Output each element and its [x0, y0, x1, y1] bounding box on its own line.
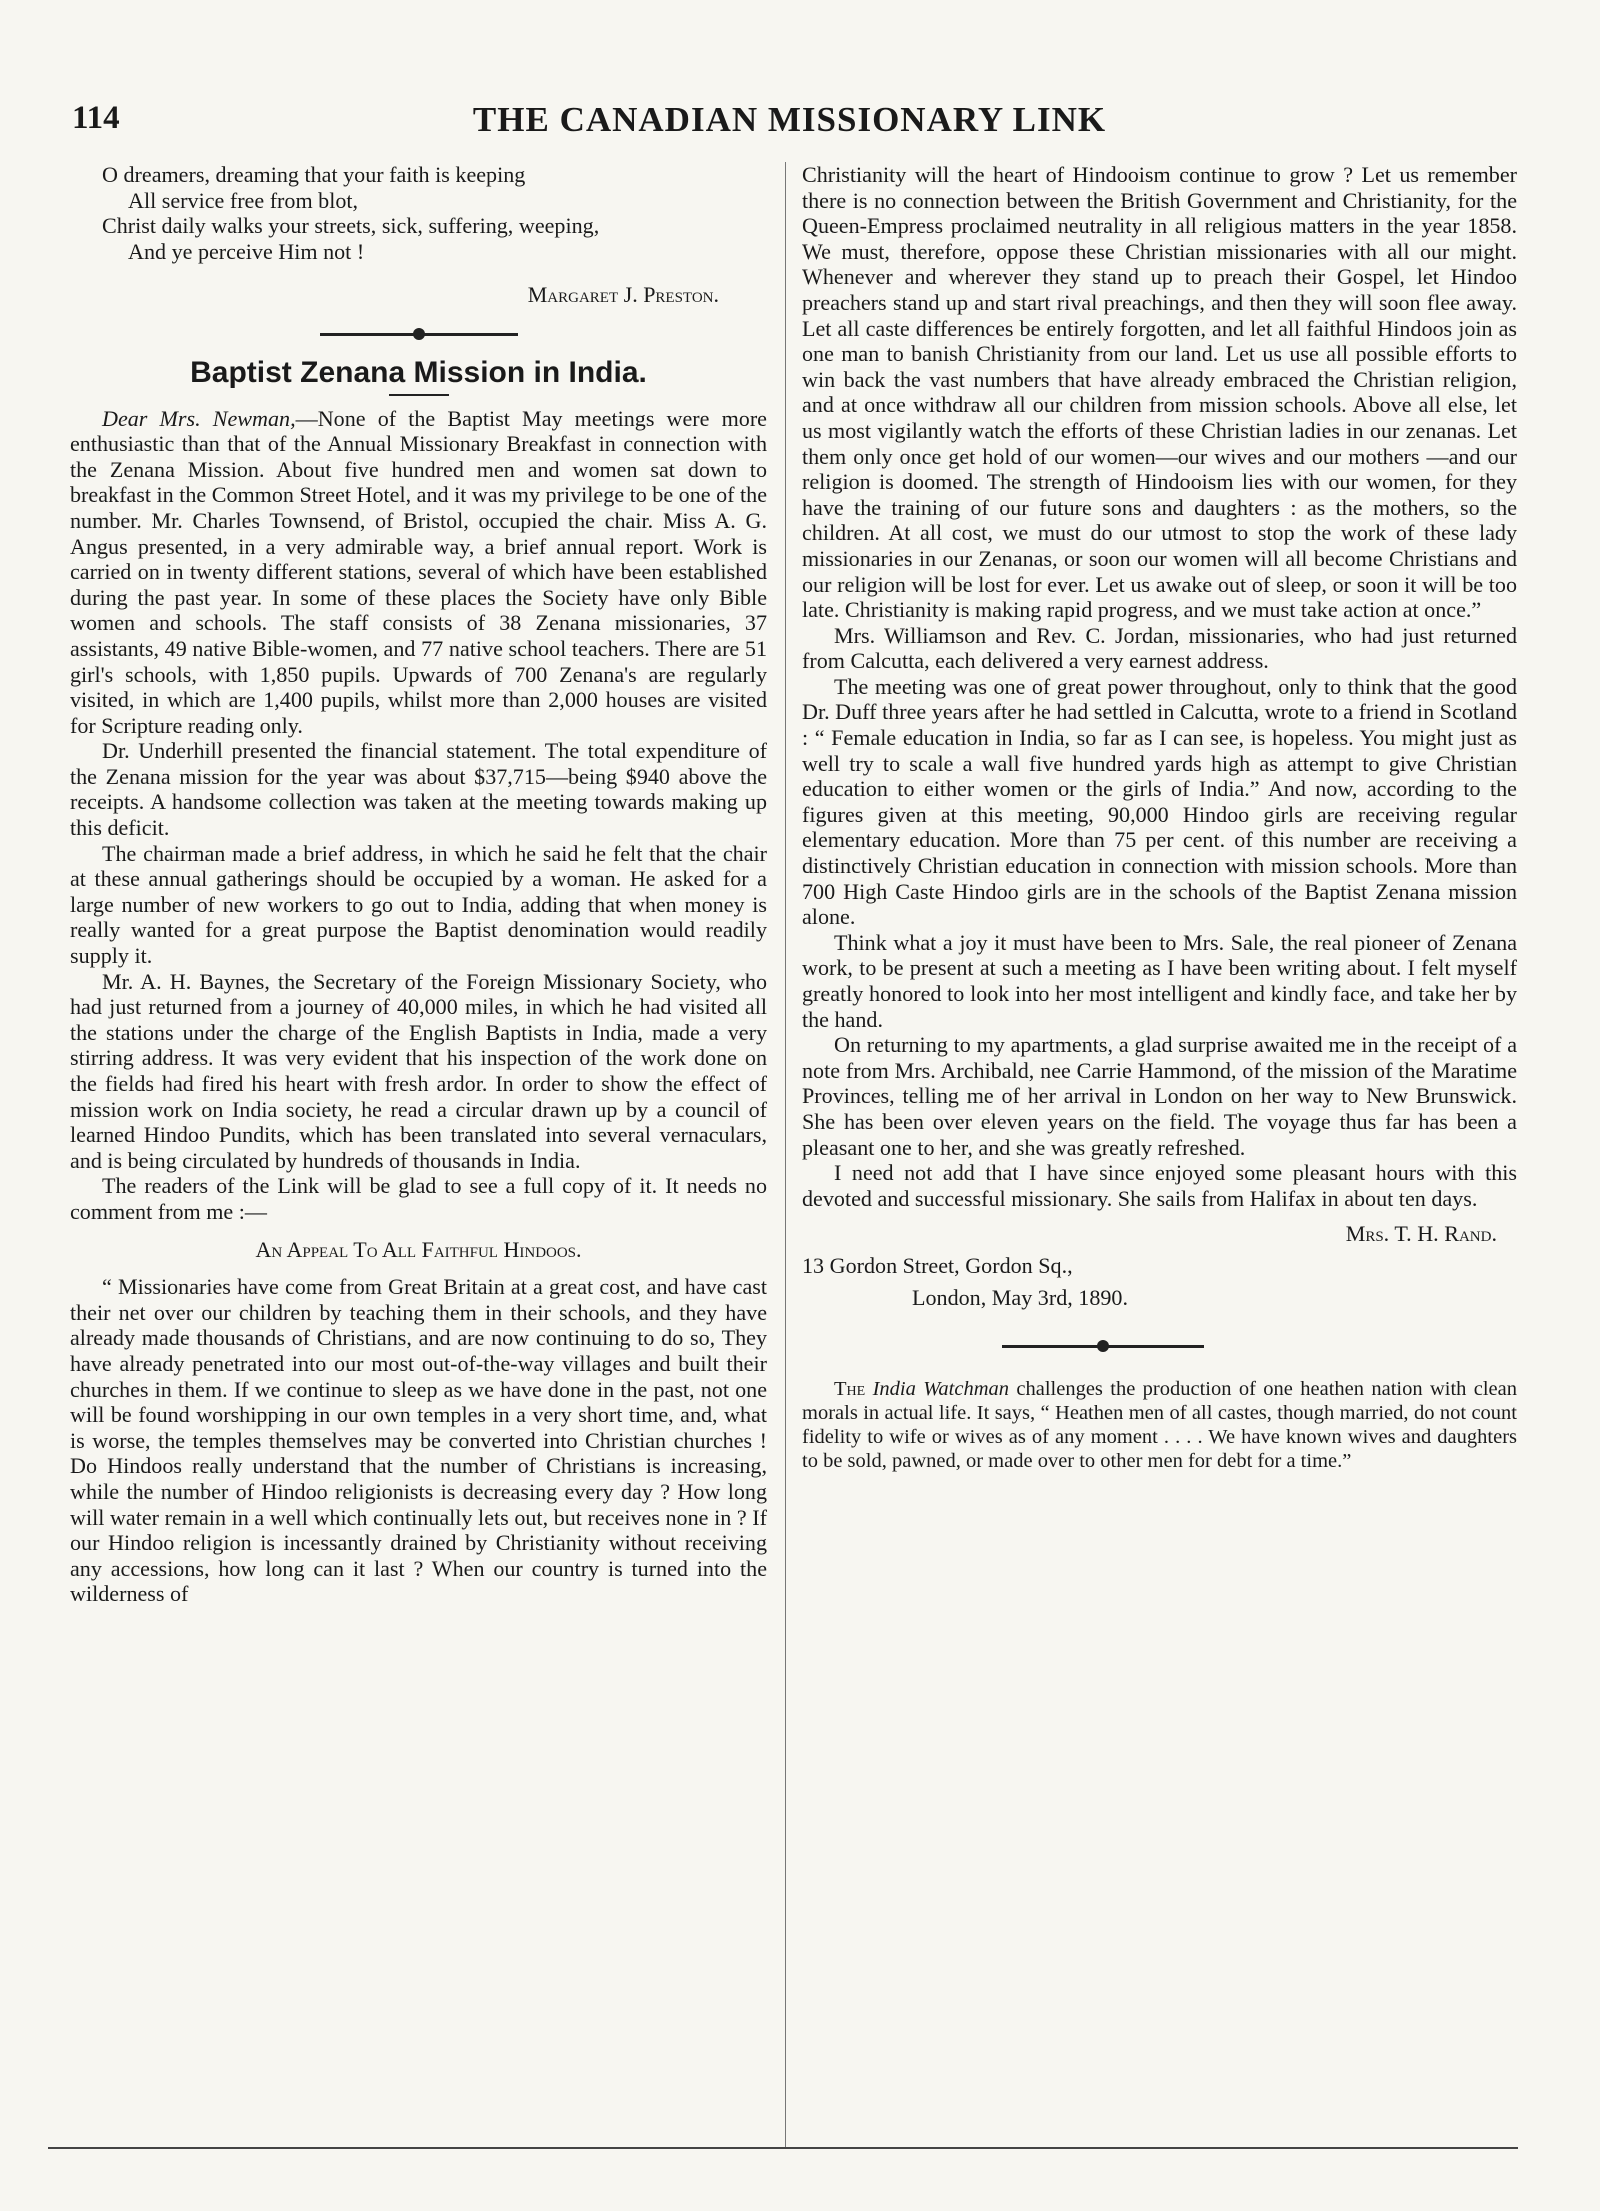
poem-line: And ye perceive Him not ! [128, 238, 365, 264]
section-ornament [70, 320, 767, 348]
publication-name: India Watchman [872, 1378, 1009, 1401]
poem-line: O dreamers, dreaming that your faith is keeping [102, 162, 526, 187]
appeal-continuation: Christianity will the heart of Hindooism continue to grow ? Let us remember there is no connection between the British Government and Christianity, for the Queen-Empress proclaimed neutrality in all religious matters in the year 1858. We must, therefore, oppose these Christian missionaries with all our might. Whenever and wherever they stand up to preach their Gospel, let Hindoo preachers stand up and start rival preachings, and then they will soon flee away. Let all caste differences be entirely forgotten, and let all faithful Hindoos join as one man to banish Christianity from our land. Let us use all possible efforts to win back the vast numbers that have already embraced the Christian religion, and at once withdraw all our children from mission schools. Above all else, let us most vigilantly watch the efforts of these Christian ladies in our zenanas. Let them only once get hold of our women—our wives and our mothers —and our religion is doomed. The strength of Hindooism lies with our women, for they have the training of our future sons and daughters : as the mothers, so the children. At all cost, we must do our utmost to stop the work of these lady missionaries in our Zenanas, or soon our women will all become Christians and our religion will be lost for ever. Let us awake out of sleep, or soon it will be too late. Christianity is making rapid progress, and we must take action at once.” [802, 162, 1517, 623]
right-column [802, 162, 1517, 1473]
appeal-text: “ Missionaries have come from Great Britain at a great cost, and have cast their net over our children by teaching them in their schools, and they have already made thousands of Christians, and are now continuing to do so, They have already penetrated into our most out-of-the-way villages and built their churches in them. If we continue to sleep as we have done in the past, not one will be found worshipping in our own temples in a very short time, and, what is worse, the temples themselves may be converted into Christian churches ! Do Hindoos really understand that the number of Christians is increasing, while the number of Hindoo religionists is decreasing every day ? How long will water remain in a well which continually lets out, but receives none in ? If our Hindoo religion is incessantly drained by Christianity without receiving any accessions, how long can it last ? When our country is turned into the wilderness of [70, 1274, 767, 1607]
dateline: London, May 3rd, 1890. [912, 1284, 1129, 1310]
poem [70, 162, 767, 308]
article-paragraph: Mr. A. H. Baynes, the Secretary of the Foreign Missionary Society, who had just returned from a journey of 40,000 miles, in which he had visited all the stations under the charge of the English Baptists in India, made a very stirring address. It was very evident that his inspection of the work done on the fields had fired his heart with fresh ardor. In order to show the effect of mission work on India society, he read a circular drawn up by a council of learned Hindoo Pundits, which has been translated into several vernaculars, and is being circulated by hundreds of thousands in India. [70, 968, 767, 1173]
article-paragraph: Dr. Underhill presented the financial statement. The total expenditure of the Zenana mission for the year was about $37,715—being $940 above the receipts. A handsome collection was taken at the meeting towards making up this deficit. [70, 738, 767, 841]
article-title: Baptist Zenana Mission in India. [190, 355, 647, 389]
signature: Mrs. T. H. Rand. [1345, 1221, 1497, 1247]
column-divider [785, 162, 786, 2147]
journal-title: THE CANADIAN MISSIONARY LINK [472, 100, 1107, 139]
article-paragraph: The meeting was one of great power throughout, only to think that the good Dr. Duff three years after he had settled in Calcutta, wrote to a friend in Scotland : “ Female education in India, so far as I can see, is hopeless. You might just as well try to scale a wall five hundred yards high as attempt to give Christian education to either women or the girls of India.” And now, according to the figures given at this meeting, 90,000 Hindoo girls are receiving regular elementary education. More than 75 per cent. of this number are receiving a distinctively Christian education in connection with mission schools. More than 700 High Caste Hindoo girls are in the schools of the Baptist Zenana mission alone. [802, 673, 1517, 930]
section-ornament [802, 1332, 1517, 1360]
address-line: 13 Gordon Street, Gordon Sq., [802, 1252, 1073, 1278]
appeal-heading: An Appeal To All Faithful Hindoos. [255, 1236, 582, 1262]
poem-line: All service free from blot, [128, 187, 359, 213]
poem-line: Christ daily walks your streets, sick, suffering, weeping, [102, 213, 600, 239]
bottom-rule [48, 2147, 1518, 2149]
article-paragraph: Think what a joy it must have been to Mrs. Sale, the real pioneer of Zenana work, to be present at such a meeting as I have been writing about. I felt myself greatly honored to look into her most intelligent and kindly face, and take her by the hand. [802, 929, 1517, 1032]
watchman-note: The India Watchman challenges the production of one heathen nation with clean morals in actual life. It says, “ Heathen men of all castes, though married, do not count fidelity to wife or wives as of any moment . . . . We have known wives and daughters to be sold, pawned, or made over to other men for debt for a time.” [802, 1378, 1518, 1472]
article-paragraph: Dear Mrs. Newman,—None of the Baptist May meetings were more enthusiastic than that of the Annual Missionary Breakfast in connection with the Zenana Mission. About five hundred men and women sat down to breakfast in the Common Street Hotel, and it was my privilege to be one of the number. Mr. Charles Townsend, of Bristol, occupied the chair. Miss A. G. Angus presented, in a very admirable way, a brief annual report. Work is carried on in twenty different stations, several of which have been established during the past year. In some of these places the Society have only Bible women and schools. The staff consists of 38 Zenana missionaries, 37 assistants, 49 native Bible-women, and 77 native school teachers. There are 51 girl's schools, with 1,850 pupils. Upwards of 700 Zenana's are regularly visited, in which are 1,400 pupils, whilst more than 2,000 houses are visited for Scripture reading only. [70, 405, 768, 738]
article-paragraph: I need not add that I have since enjoyed some pleasant hours with this devoted and successful missionary. She sails from Halifax in about ten days. [802, 1160, 1517, 1211]
page-header [72, 100, 1507, 144]
article-paragraph: The readers of the Link will be glad to see a full copy of it. It needs no comment from me :— [70, 1173, 767, 1224]
title-rule [389, 394, 449, 396]
poem-author: Margaret J. Preston. [527, 282, 719, 308]
article-paragraph: Mrs. Williamson and Rev. C. Jordan, missionaries, who had just returned from Calcutta, each delivered a very earnest address. [802, 622, 1517, 674]
article-paragraph: On returning to my apartments, a glad surprise awaited me in the receipt of a note from Mrs. Archibald, nee Carrie Hammond, of the mission of the Maratime Provinces, telling me of her arrival in London on her way to New Brunswick. She has been over eleven years on the field. The voyage thus far has been a pleasant one to her, and she was greatly refreshed. [802, 1032, 1517, 1160]
page-number: 114 [72, 100, 120, 136]
salutation: Dear Mrs. Newman, [102, 405, 296, 431]
left-column [70, 162, 767, 1607]
article-paragraph: The chairman made a brief address, in which he said he felt that the chair at these annual gatherings should be occupied by a woman. He asked for a large number of new workers to go out to India, adding that when money is really wanted for a great purpose the Baptist denomination would readily supply it. [70, 840, 767, 969]
